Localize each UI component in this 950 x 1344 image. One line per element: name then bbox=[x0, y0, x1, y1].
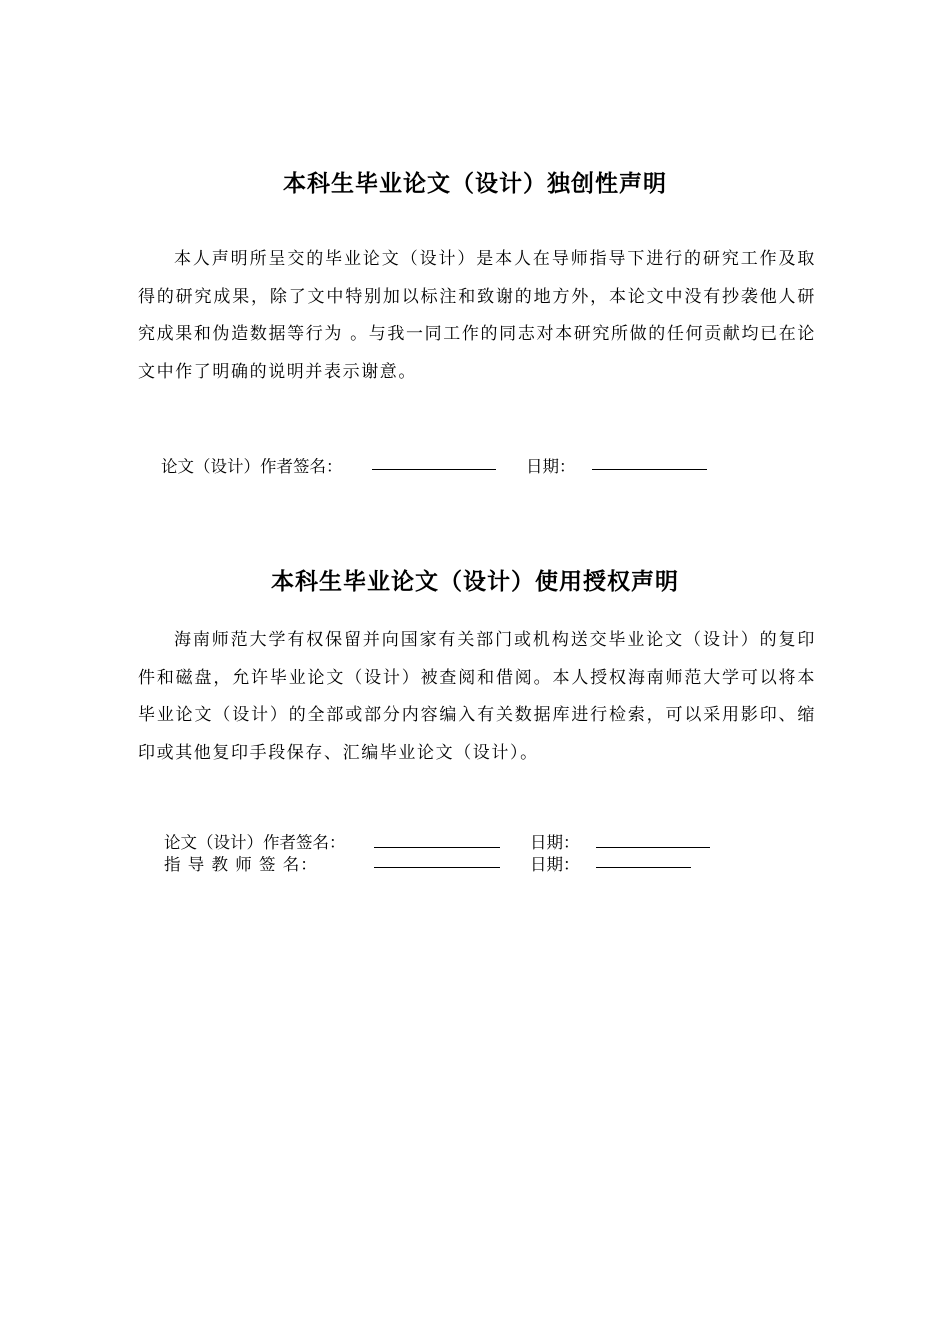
author-signature-line[interactable] bbox=[372, 469, 496, 470]
author-signature-line[interactable] bbox=[374, 847, 500, 848]
advisor-date-label: 日期： bbox=[530, 855, 580, 874]
declaration-title: 本科生毕业论文（设计）独创性声明 bbox=[283, 171, 667, 197]
date-label: 日期： bbox=[526, 457, 576, 476]
advisor-date-line[interactable] bbox=[596, 867, 691, 868]
authorization-body: 海南师范大学有权保留并向国家有关部门或机构送交毕业论文（设计）的复印件和磁盘，允许毕业论文（设计）被查阅和借阅。本人授权海南师范大学可以将本毕业论文（设计）的全部或部分内容编入有关数据库进行检索，可以采用影印、缩印或其他复印手段保存、汇编毕业论文（设计）。 bbox=[138, 630, 816, 763]
authorization-title: 本科生毕业论文（设计）使用授权声明 bbox=[271, 569, 679, 595]
declaration-body: 本人声明所呈交的毕业论文（设计）是本人在导师指导下进行的研究工作及取得的研究成果，除了文中特别加以标注和致谢的地方外，本论文中没有抄袭他人研究成果和伪造数据等行为 。与我一同工作的同志对本研究所做的任何贡献均已在论文中作了明确的说明并表示谢意。 bbox=[138, 249, 816, 382]
advisor-signature-line[interactable] bbox=[374, 867, 500, 868]
author-signature-label: 论文（设计）作者签名： bbox=[161, 457, 343, 476]
date-line[interactable] bbox=[592, 469, 707, 470]
advisor-signature-label: 指 导 教 师 签 名： bbox=[164, 855, 318, 874]
author-date-label: 日期： bbox=[530, 833, 580, 852]
author-date-line[interactable] bbox=[596, 847, 710, 848]
author-signature-label: 论文（设计）作者签名： bbox=[164, 833, 346, 852]
